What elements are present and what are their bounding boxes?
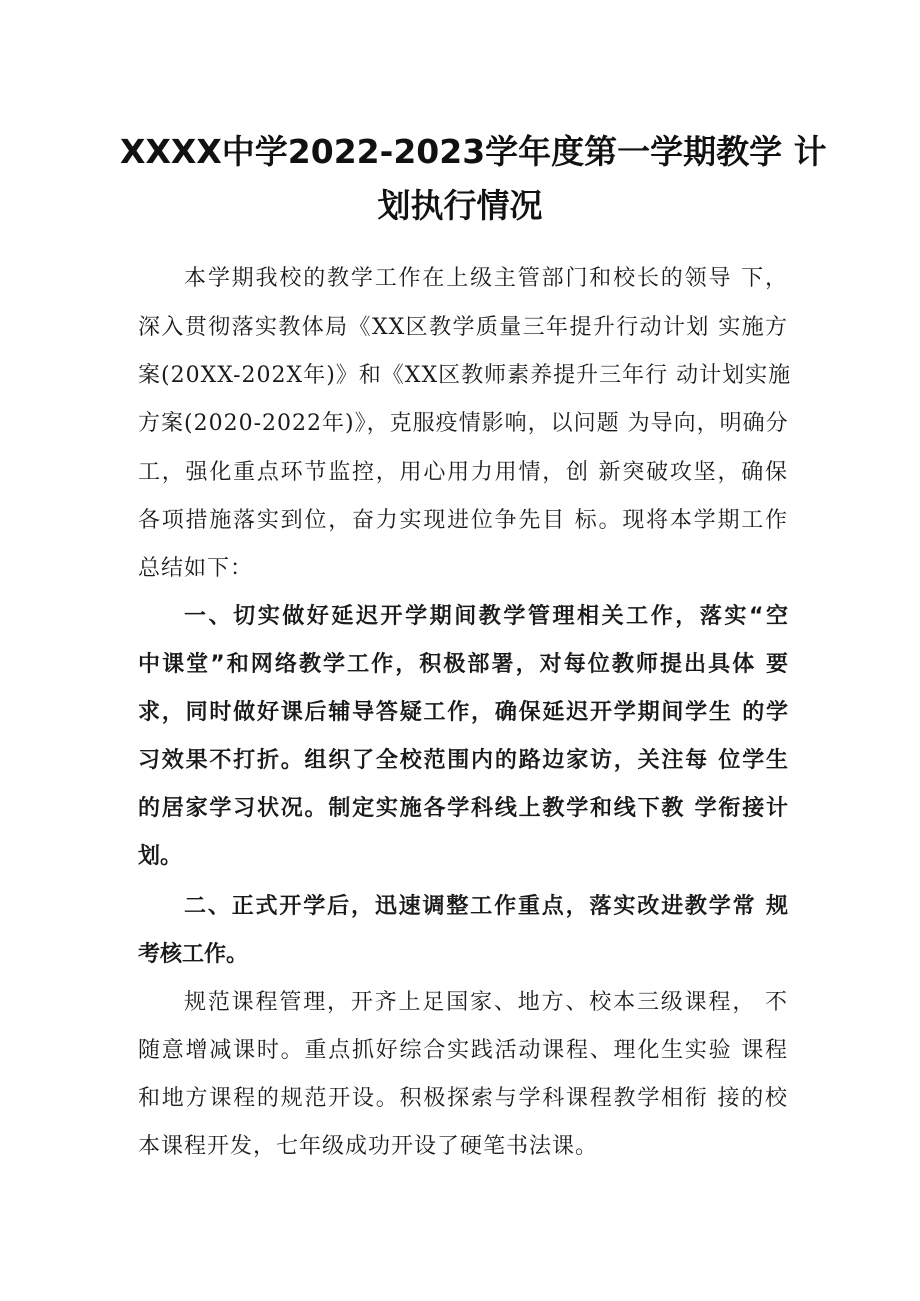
paragraph-1-line-7: 总结如下： bbox=[138, 556, 254, 581]
paragraph-2-line-5: 的居家学习状况。制定实施各学科线上教学和线下教 学衔接计 bbox=[138, 796, 788, 821]
paragraph-1-line-6: 各项措施落实到位，奋力实现进位争先目 标。现将本学期工作 bbox=[138, 508, 788, 533]
paragraph-3-line-1: 二、正式开学后，迅速调整工作重点，落实改进教学常 规 bbox=[184, 894, 788, 919]
document-title-line-1: XXXX中学2022-2023学年度第一学期教学 计 bbox=[120, 132, 827, 171]
document-title-line-2: 划执行情况 bbox=[377, 186, 543, 225]
paragraph-2-line-4: 习效果不打折。组织了全校范围内的路边家访，关注每 位学生 bbox=[138, 748, 788, 773]
paragraph-4-line-4: 本课程开发，七年级成功开设了硬笔书法课。 bbox=[138, 1134, 599, 1159]
paragraph-1-line-2: 深入贯彻落实教体局《XX区教学质量三年提升行动计划 实施方 bbox=[138, 315, 788, 340]
paragraph-1-line-3: 案(20XX-202X年)》和《XX区教师素养提升三年行 动计划实施 bbox=[138, 363, 792, 388]
paragraph-3-line-2: 考核工作。 bbox=[138, 942, 249, 967]
paragraph-1-line-4: 方案(2020-2022年)》，克服疫情影响，以问题 为导向，明确分 bbox=[138, 411, 789, 436]
paragraph-2-line-2: 中课堂”和网络教学工作，积极部署，对每位教师提出具体 要 bbox=[138, 652, 788, 677]
paragraph-1-line-5: 工，强化重点环节监控，用心用力用情，创 新突破攻坚，确保 bbox=[138, 460, 788, 485]
paragraph-2-line-3: 求，同时做好课后辅导答疑工作，确保延迟开学期间学生 的学 bbox=[138, 700, 788, 725]
paragraph-2-line-1: 一、切实做好延迟开学期间教学管理相关工作，落实“空 bbox=[184, 604, 788, 629]
paragraph-4-line-2: 随意增减课时。重点抓好综合实践活动课程、理化生实验 课程 bbox=[138, 1038, 788, 1063]
paragraph-4-line-1: 规范课程管理，开齐上足国家、地方、校本三级课程， 不 bbox=[184, 990, 788, 1015]
paragraph-4-line-3: 和地方课程的规范开设。积极探索与学科课程教学相衔 接的校 bbox=[138, 1086, 788, 1111]
paragraph-2-line-6: 划。 bbox=[138, 844, 183, 869]
paragraph-1-line-1: 本学期我校的教学工作在上级主管部门和校长的领导 下， bbox=[184, 266, 788, 291]
